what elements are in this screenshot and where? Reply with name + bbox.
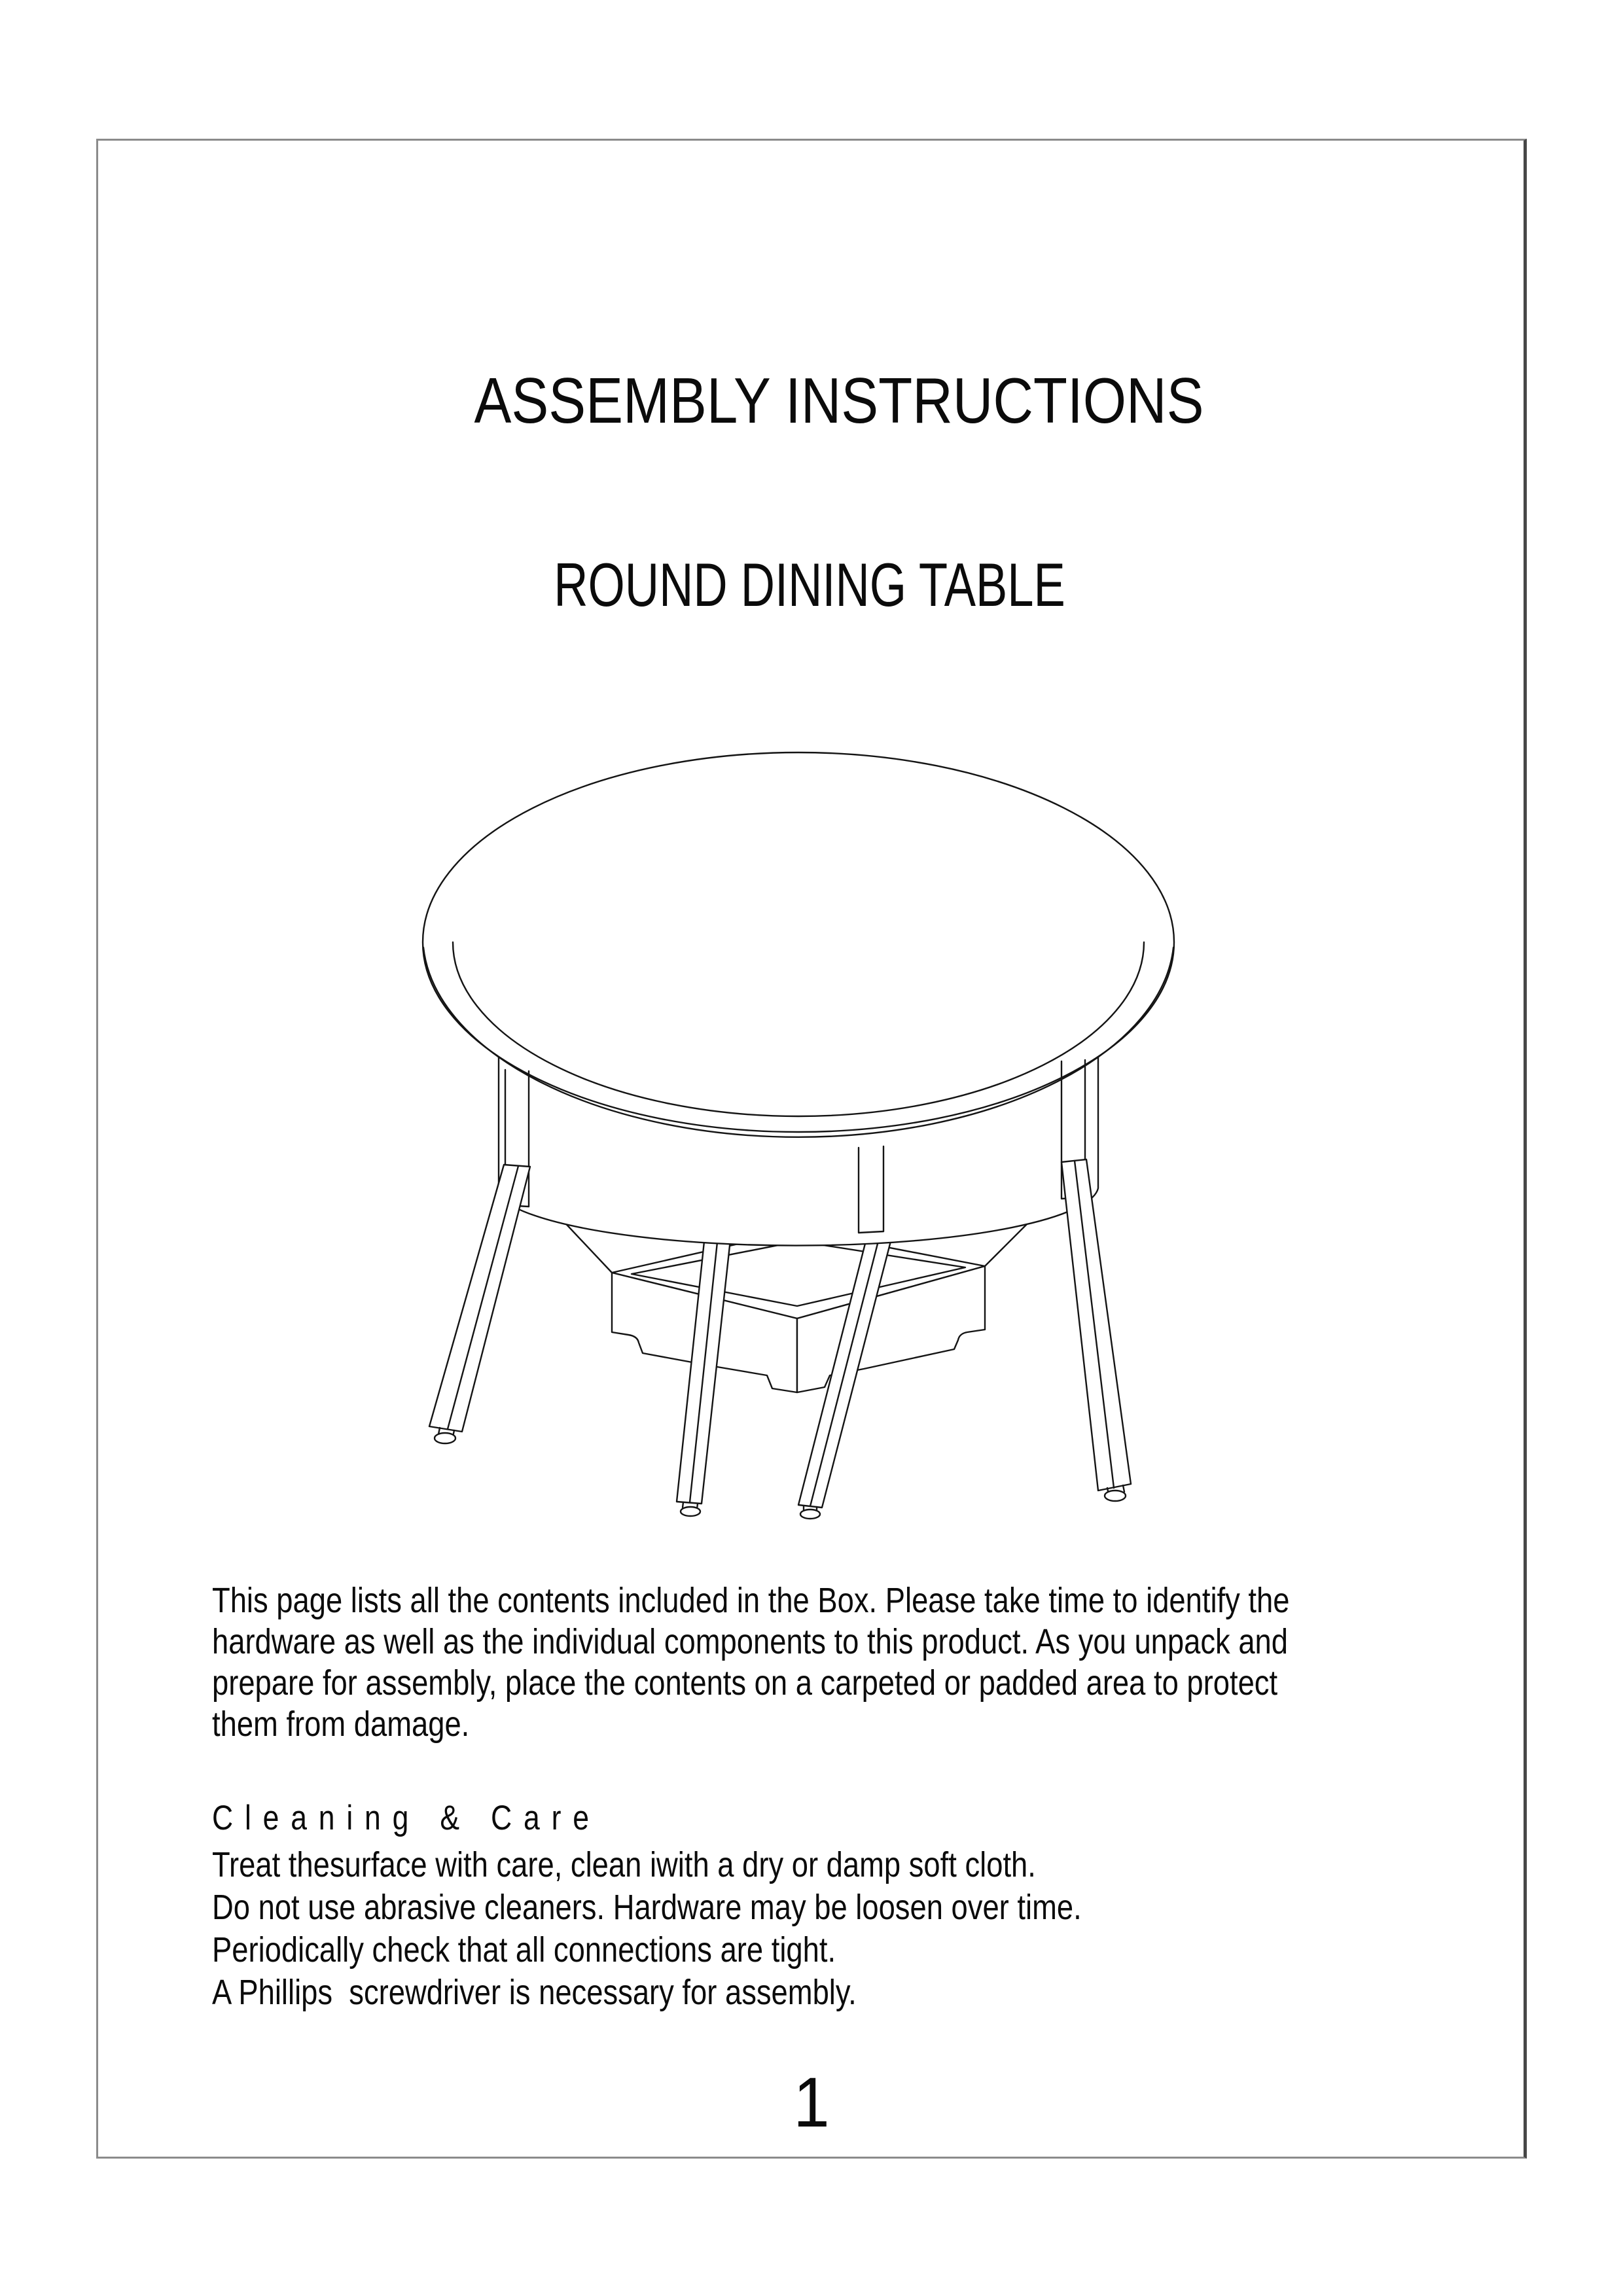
care-section-heading: Cleaning & Care: [212, 1799, 601, 1837]
care-line: Periodically check that all connections are tight.: [212, 1930, 836, 1969]
care-section: [212, 1844, 1247, 2014]
intro-line: This page lists all the contents included in the Box. Please take time to identify the: [212, 1581, 1290, 1620]
intro-line: prepare for assembly, place the contents on a carpeted or padded area to protect: [212, 1663, 1278, 1703]
page-number: 1: [793, 2062, 830, 2142]
table-illustration: [406, 746, 1185, 1525]
care-line: Treat thesurface with care, clean iwith a dry or damp soft cloth.: [212, 1845, 1036, 1884]
front-right-foot: [1105, 1491, 1126, 1501]
intro-line: hardware as well as the individual components to this product. As you unpack and: [212, 1622, 1289, 1661]
front-left-foot: [435, 1433, 455, 1443]
intro-paragraph: [212, 1580, 1495, 1745]
page-subtitle: ROUND DINING TABLE: [554, 550, 1065, 619]
back-right-foot: [800, 1510, 820, 1519]
care-line: Do not use abrasive cleaners. Hardware may be loosen over time.: [212, 1888, 1082, 1927]
intro-line: them from damage.: [212, 1704, 470, 1744]
front-left-leg-edge: [448, 1166, 518, 1429]
care-line: A Phillips screwdriver is necessary for assembly.: [212, 1973, 857, 2012]
back-left-foot: [681, 1507, 700, 1516]
page-title: ASSEMBLY INSTRUCTIONS: [474, 364, 1204, 436]
front-left-leg: [429, 1165, 530, 1432]
front-right-leg: [1061, 1159, 1131, 1491]
